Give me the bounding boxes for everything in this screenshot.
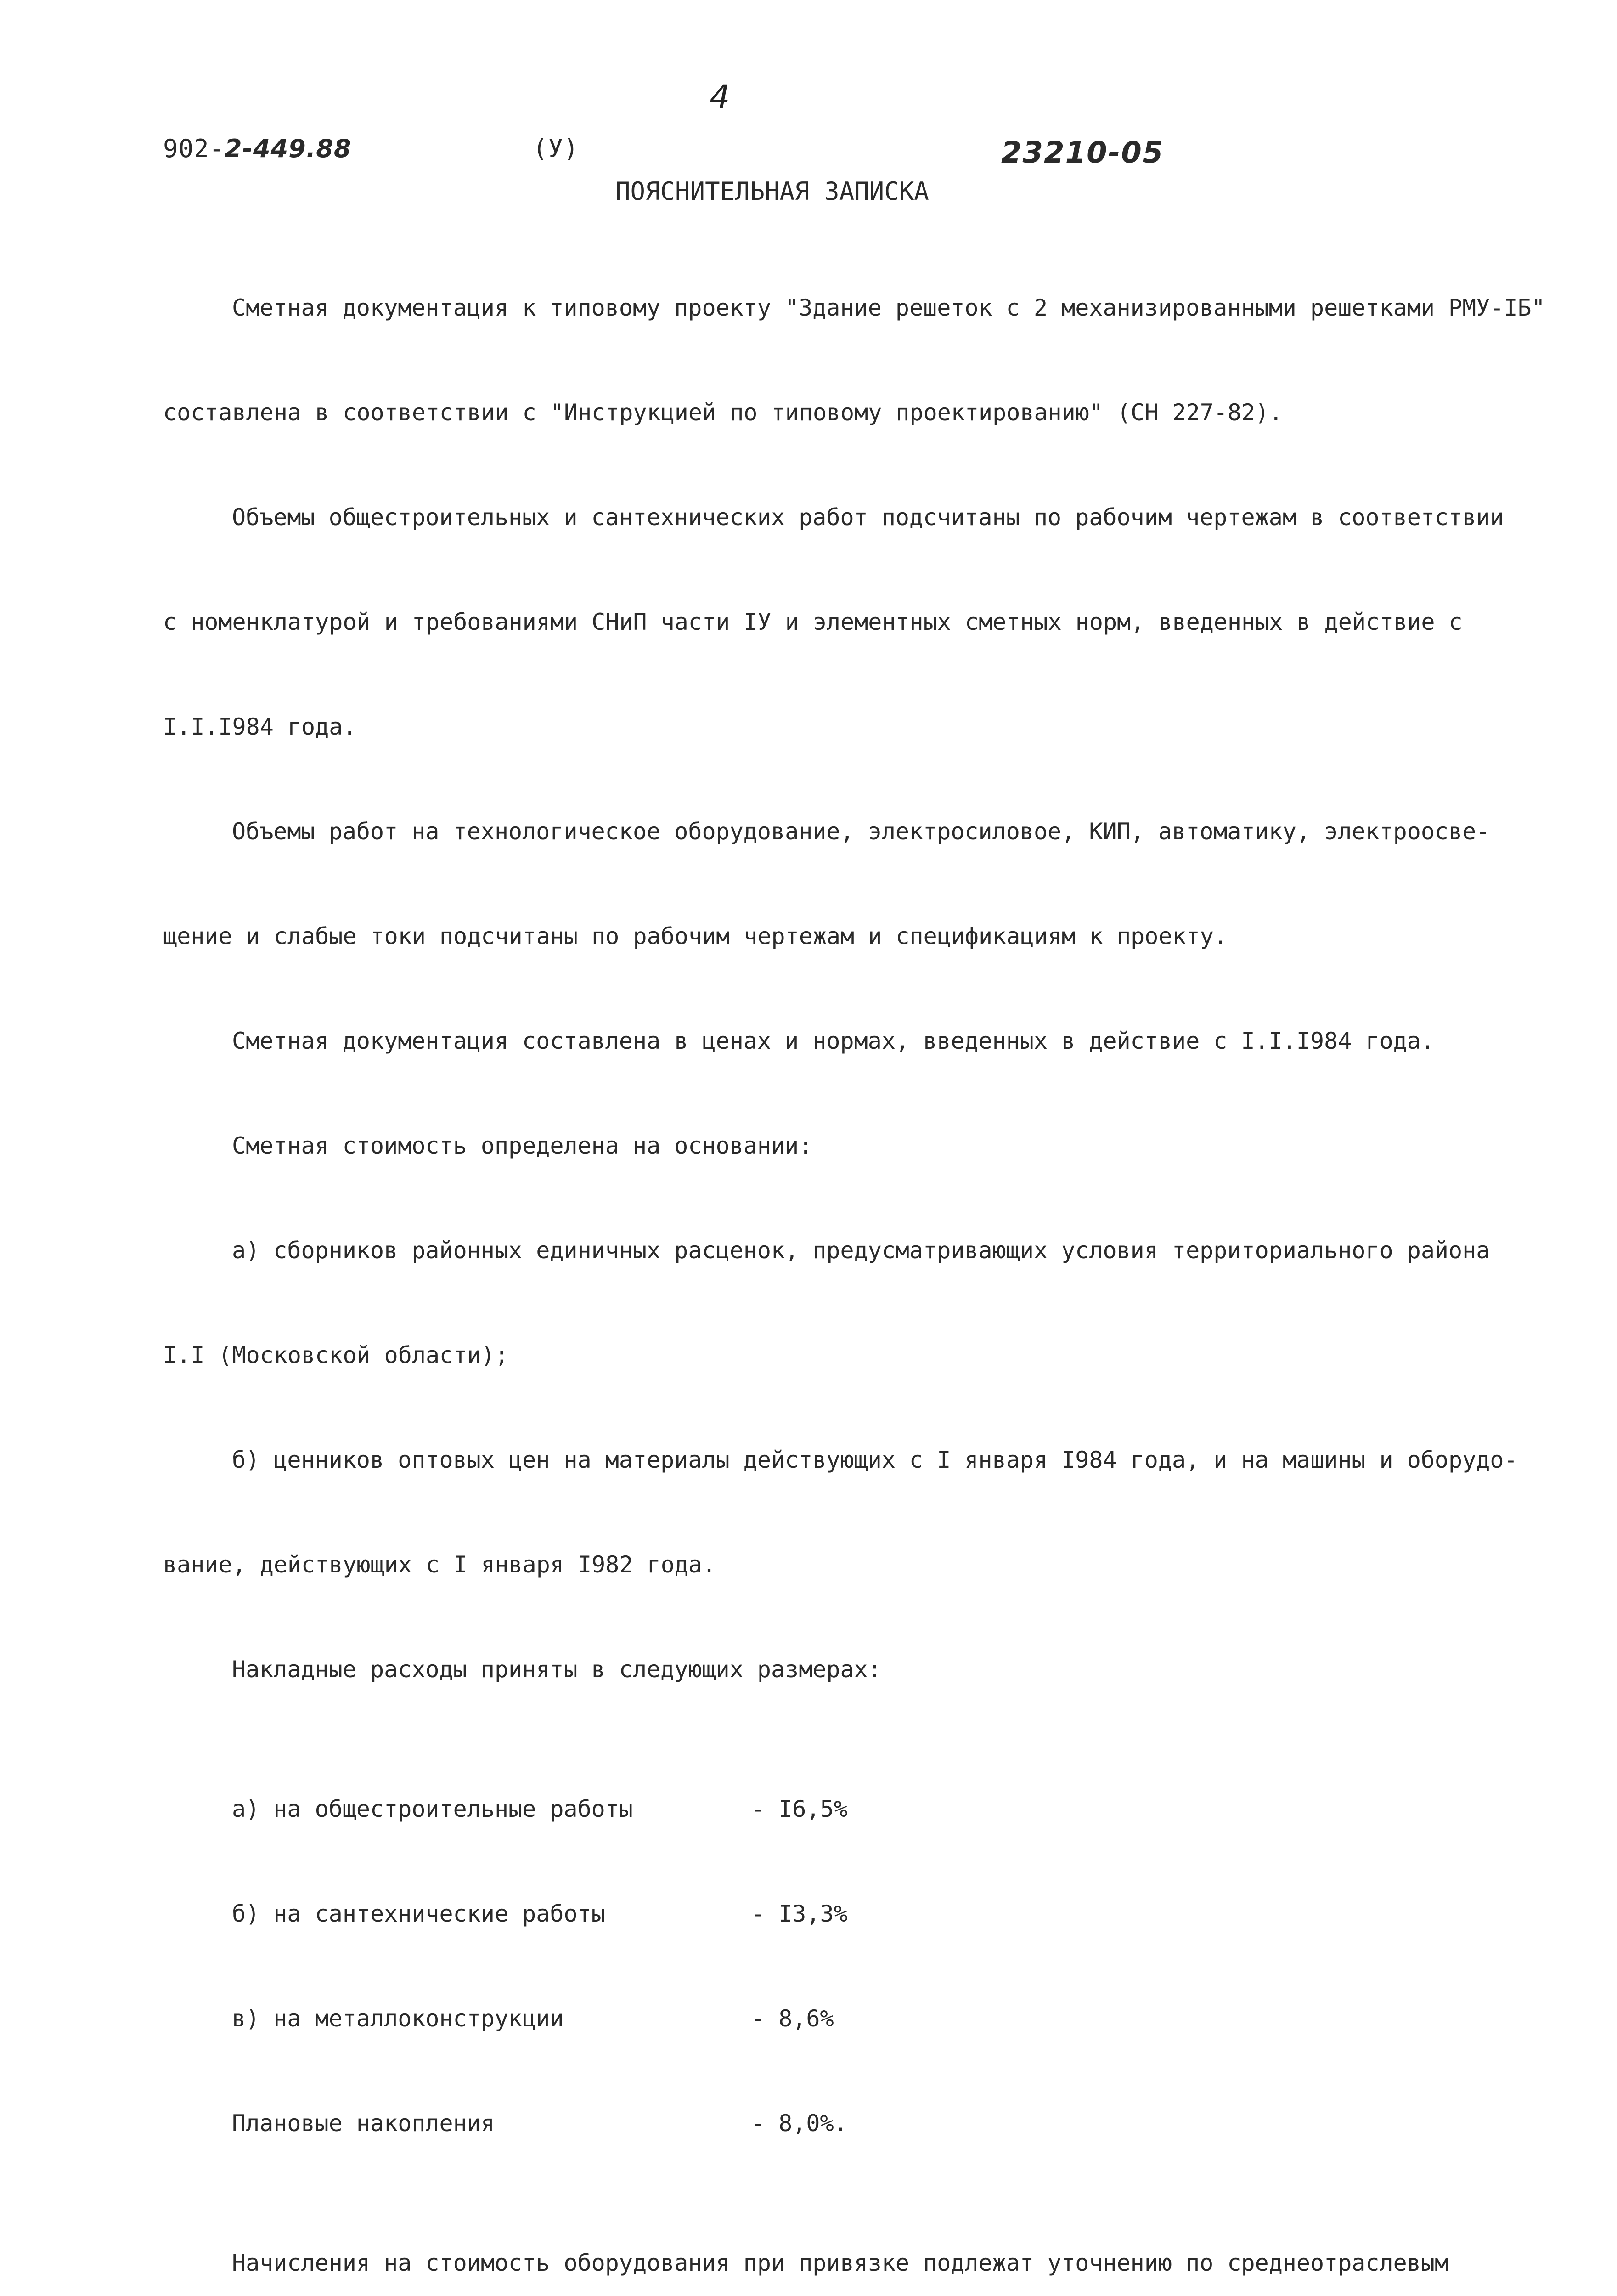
overhead-value: - I3,3% xyxy=(751,1900,848,1927)
text-line: Объемы работ на технологическое оборудование, электросиловое, КИП, автоматику, электроосве- xyxy=(232,818,1490,845)
overhead-row xyxy=(163,1896,1591,1931)
overhead-label: а) на общестроительные работы xyxy=(232,1796,633,1822)
text-line: Начисления на стоимость оборудования при привязке подлежат уточнению по среднеотраслевым xyxy=(232,2250,1449,2276)
text-line: составлена в соответствии с "Инструкцией по типовому проектированию" (СН 227-82). xyxy=(163,399,1283,426)
text-line: Сметная документация составлена в ценах и нормах, введенных в действие с I.I.I984 года. xyxy=(232,1028,1435,1054)
document-number: 23210-05 xyxy=(1001,136,1164,170)
project-code-printed: 902- xyxy=(163,134,225,163)
overhead-row xyxy=(163,2106,1591,2141)
text-line: Сметная документация к типовому проекту "Здание решеток с 2 механизированными решетками РМУ-IБ" xyxy=(232,294,1545,321)
text-line: с номенклатурой и требованиями СНиП части IУ и элементных сметных норм, введенных в действие с xyxy=(163,609,1463,635)
overhead-value: - 8,0%. xyxy=(751,2110,848,2137)
issue-mark: (У) xyxy=(533,134,579,163)
text-line: I.I (Московской области); xyxy=(163,1342,509,1369)
document-body xyxy=(163,221,1591,2296)
project-code-handwritten: 2-449.88 xyxy=(225,134,352,163)
page-number: 4 xyxy=(710,78,730,116)
text-line: Сметная стоимость определена на основании: xyxy=(232,1132,813,1159)
project-code xyxy=(163,134,351,163)
overhead-label: Плановые накопления xyxy=(232,2110,495,2137)
text-line: вание, действующих с I января I982 года. xyxy=(163,1551,716,1578)
page-title: ПОЯСНИТЕЛЬНАЯ ЗАПИСКА xyxy=(615,177,929,206)
text-line: I.I.I984 года. xyxy=(163,713,357,740)
text-line: Объемы общестроительных и сантехнических работ подсчитаны по рабочим чертежам в соответствии xyxy=(232,504,1504,531)
text-line: щение и слабые токи подсчитаны по рабочим чертежам и спецификациям к проекту. xyxy=(163,923,1228,950)
overhead-row xyxy=(163,1792,1591,1827)
overhead-label: б) на сантехнические работы xyxy=(232,1900,605,1927)
overhead-value: - I6,5% xyxy=(751,1796,848,1822)
text-line: а) сборников районных единичных расценок, предусматривающих условия территориального района xyxy=(232,1237,1490,1264)
overhead-label: в) на металлоконструкции xyxy=(232,2005,564,2032)
overhead-row xyxy=(163,2001,1591,2036)
text-line: Накладные расходы приняты в следующих размерах: xyxy=(232,1656,882,1683)
overhead-value: - 8,6% xyxy=(751,2005,834,2032)
text-line: б) ценников оптовых цен на материалы действующих с I января I984 года, и на машины и оборудо- xyxy=(232,1447,1518,1473)
